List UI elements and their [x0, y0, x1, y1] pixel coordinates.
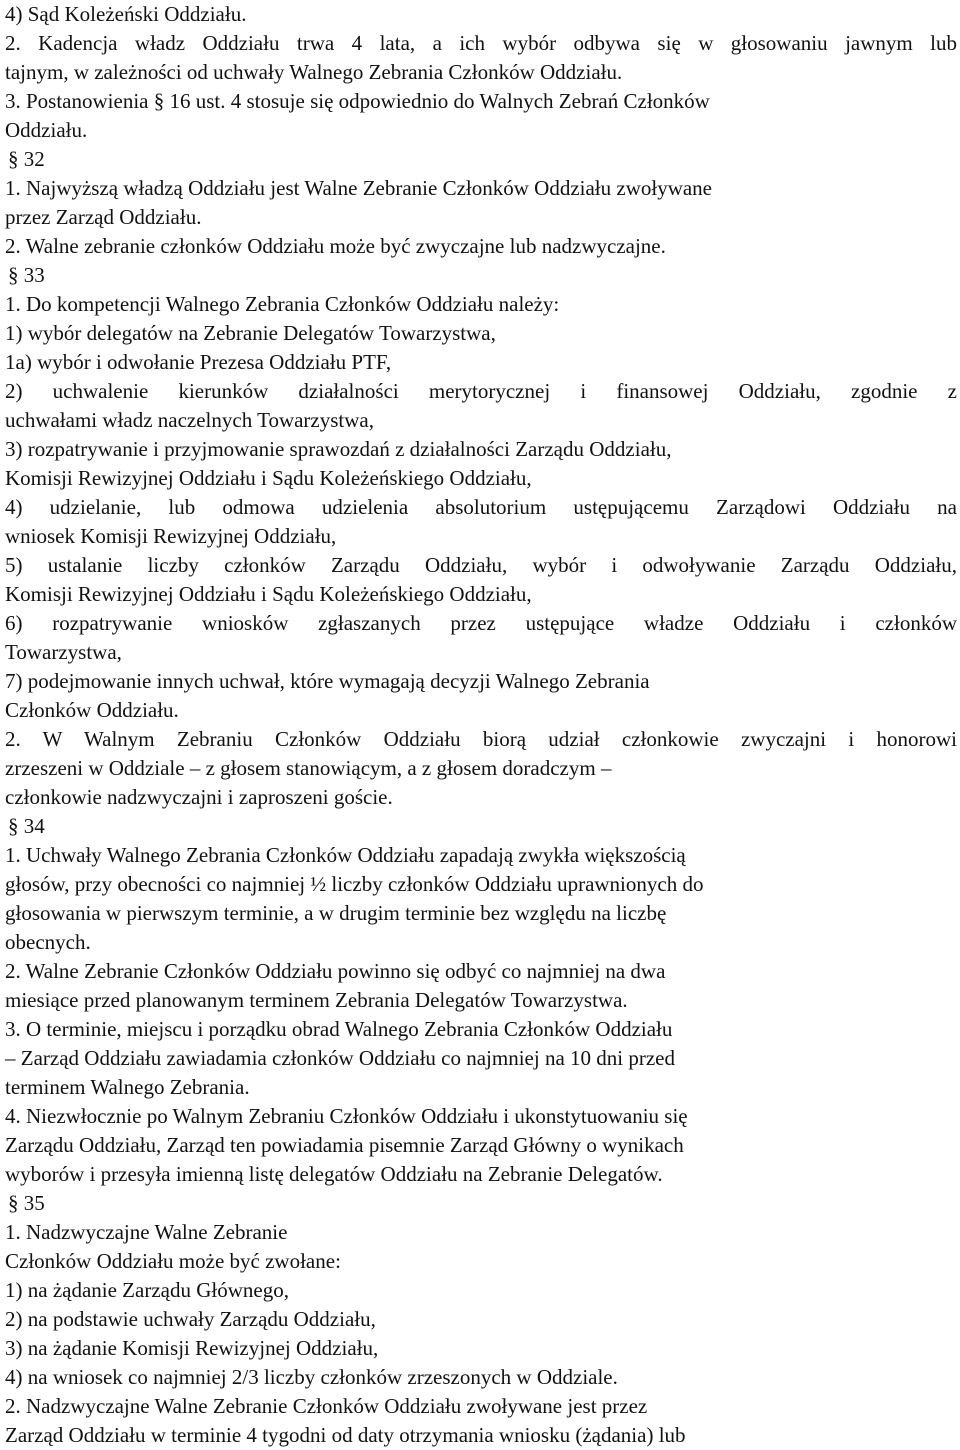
text-line: 4) udzielanie, lub odmowa udzielenia absolutorium ustępującemu Zarządowi Oddziału na — [5, 495, 957, 519]
text-line: 4) na wniosek co najmniej 2/3 liczby członków zrzeszonych w Oddziale. — [5, 1365, 618, 1389]
section-heading: § 33 — [8, 263, 45, 287]
text-line: Zarządu Oddziału, Zarząd ten powiadamia pisemnie Zarząd Główny o wynikach — [5, 1133, 684, 1157]
text-line: Towarzystwa, — [5, 640, 122, 664]
text-line: 2. Walne zebranie członków Oddziału może być zwyczajne lub nadzwyczajne. — [5, 234, 666, 258]
text-line: zrzeszeni w Oddziale – z głosem stanowiącym, a z głosem doradczym – — [5, 756, 612, 780]
text-line: głosowania w pierwszym terminie, a w drugim terminie bez względu na liczbę — [5, 901, 667, 925]
text-line: 1) na żądanie Zarządu Głównego, — [5, 1278, 289, 1302]
text-line: 5) ustalanie liczby członków Zarządu Oddziału, wybór i odwoływanie Zarządu Oddziału, — [5, 553, 957, 577]
text-line: 1. Najwyższą władzą Oddziału jest Walne Zebranie Członków Oddziału zwoływane — [5, 176, 713, 200]
text-line: 1a) wybór i odwołanie Prezesa Oddziału PTF, — [5, 350, 392, 374]
document-body — [5, 0, 957, 1450]
text-line: 3. O terminie, miejscu i porządku obrad Walnego Zebrania Członków Oddziału — [5, 1017, 673, 1041]
text-line: miesiące przed planowanym terminem Zebrania Delegatów Towarzystwa. — [5, 988, 628, 1012]
text-line: – Zarząd Oddziału zawiadamia członków Oddziału co najmniej na 10 dni przed — [5, 1046, 675, 1070]
text-line: Członków Oddziału. — [5, 698, 179, 722]
text-line: 4) Sąd Koleżeński Oddziału. — [5, 2, 247, 26]
section-heading: § 35 — [8, 1191, 45, 1215]
text-line: 2. W Walnym Zebraniu Członków Oddziału biorą udział członkowie zwyczajni i honorowi — [5, 727, 957, 751]
text-line: 1. Nadzwyczajne Walne Zebranie — [5, 1220, 288, 1244]
text-line: przez Zarząd Oddziału. — [5, 205, 202, 229]
text-line: 3. Postanowienia § 16 ust. 4 stosuje się odpowiednio do Walnych Zebrań Członków — [5, 89, 710, 113]
text-line: 3) na żądanie Komisji Rewizyjnej Oddziału, — [5, 1336, 379, 1360]
text-line: Zarząd Oddziału w terminie 4 tygodni od daty otrzymania wniosku (żądania) lub — [5, 1423, 686, 1447]
text-line: 2) na podstawie uchwały Zarządu Oddziału, — [5, 1307, 376, 1331]
text-line: tajnym, w zależności od uchwały Walnego Zebrania Członków Oddziału. — [5, 60, 623, 84]
text-line: 2) uchwalenie kierunków działalności merytorycznej i finansowej Oddziału, zgodnie z — [5, 379, 957, 403]
text-line: Komisji Rewizyjnej Oddziału i Sądu Koleżeńskiego Oddziału, — [5, 582, 532, 606]
text-line: 7) podejmowanie innych uchwał, które wymagają decyzji Walnego Zebrania — [5, 669, 650, 693]
text-line: 1) wybór delegatów na Zebranie Delegatów Towarzystwa, — [5, 321, 496, 345]
text-line: 2. Walne Zebranie Członków Oddziału powinno się odbyć co najmniej na dwa — [5, 959, 666, 983]
text-line: członkowie nadzwyczajni i zaproszeni goście. — [5, 785, 393, 809]
text-line: 1. Uchwały Walnego Zebrania Członków Oddziału zapadają zwykła większością — [5, 843, 686, 867]
text-line: 2. Kadencja władz Oddziału trwa 4 lata, a ich wybór odbywa się w głosowaniu jawnym lub — [5, 31, 957, 55]
text-line: Oddziału. — [5, 118, 88, 142]
text-line: 4. Niezwłocznie po Walnym Zebraniu Członków Oddziału i ukonstytuowaniu się — [5, 1104, 688, 1128]
text-line: 1. Do kompetencji Walnego Zebrania Członków Oddziału należy: — [5, 292, 560, 316]
text-line: wniosek Komisji Rewizyjnej Oddziału, — [5, 524, 337, 548]
text-line: wyborów i przesyła imienną listę delegatów Oddziału na Zebranie Delegatów. — [5, 1162, 663, 1186]
section-heading: § 34 — [8, 814, 45, 838]
text-line: 6) rozpatrywanie wniosków zgłaszanych przez ustępujące władze Oddziału i członków — [5, 611, 957, 635]
text-line: 3) rozpatrywanie i przyjmowanie sprawozdań z działalności Zarządu Oddziału, — [5, 437, 672, 461]
text-line: terminem Walnego Zebrania. — [5, 1075, 250, 1099]
text-line: Komisji Rewizyjnej Oddziału i Sądu Koleżeńskiego Oddziału, — [5, 466, 532, 490]
text-line: 2. Nadzwyczajne Walne Zebranie Członków Oddziału zwoływane jest przez — [5, 1394, 648, 1418]
text-line: Członków Oddziału może być zwołane: — [5, 1249, 341, 1273]
text-line: uchwałami władz naczelnych Towarzystwa, — [5, 408, 374, 432]
text-line: głosów, przy obecności co najmniej ½ liczby członków Oddziału uprawnionych do — [5, 872, 704, 896]
section-heading: § 32 — [8, 147, 45, 171]
text-line: obecnych. — [5, 930, 91, 954]
